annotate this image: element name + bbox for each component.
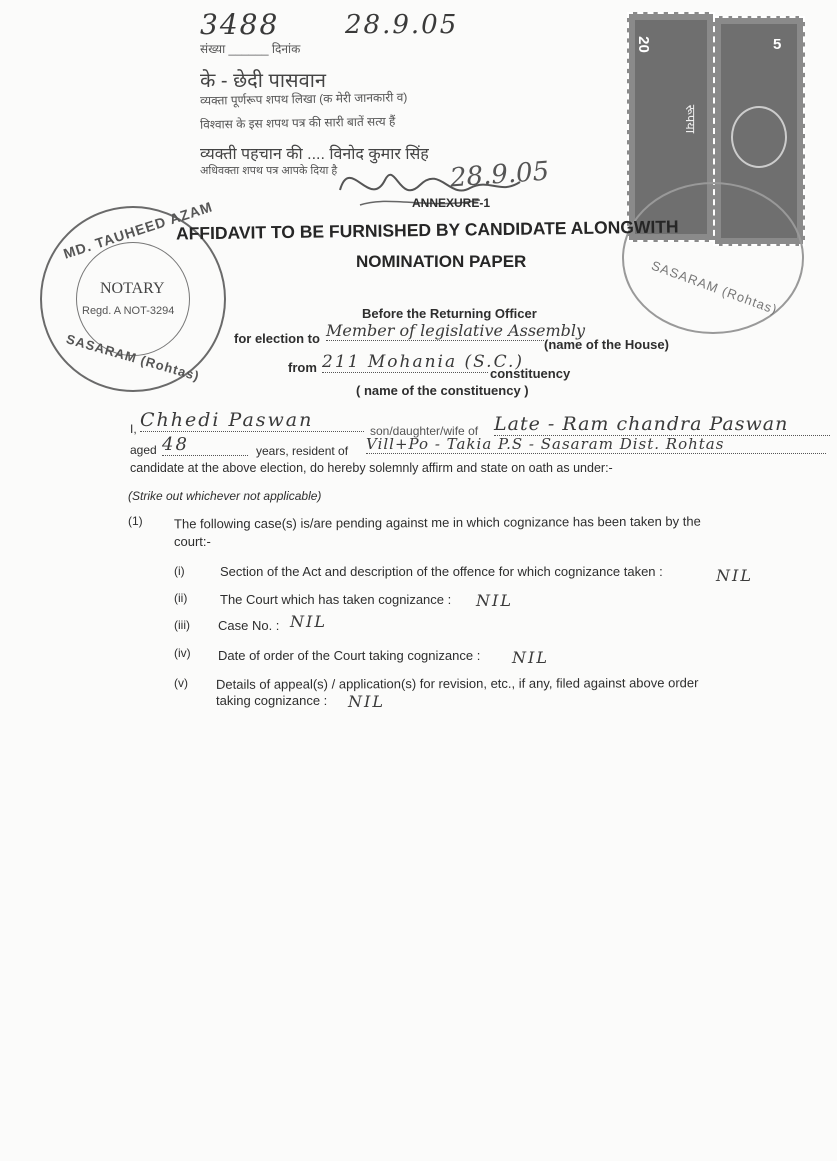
constituency-value: 211 Mohania (S.C.)	[322, 352, 525, 372]
election-to-label: for election to	[234, 331, 320, 346]
sub-item-number: (iv)	[174, 646, 191, 660]
second-seal-text: SASARAM (Rohtas)	[649, 257, 780, 318]
sub-item-text: Case No. :	[218, 618, 280, 633]
hindi-line-6: अधिवक्ता शपथ पत्र आपके दिया है	[200, 165, 338, 177]
relation-label: son/daughter/wife of	[370, 424, 479, 438]
sub-item-value: NIL	[476, 591, 513, 610]
constituency-label: constituency	[490, 366, 571, 381]
affidavit-title-line2: NOMINATION PAPER	[356, 252, 527, 271]
notary-seal-reg: Regd. A NOT-3294	[82, 305, 175, 317]
constituency-note: ( name of the constituency )	[356, 383, 529, 398]
notary-seal-center: NOTARY	[100, 280, 165, 297]
years-label: years, resident of	[256, 444, 349, 458]
resident-value: Vill+Po - Takia P.S - Sasaram Dist. Rohtas	[366, 435, 826, 454]
annexure-label: ANNEXURE-1	[412, 196, 491, 210]
sub-item-value: NIL	[512, 648, 549, 667]
item-1-text-a: The following case(s) is/are pending against me in which cognizance has been taken by the	[173, 513, 701, 532]
sub-item-text: The Court which has taken cognizance :	[220, 592, 452, 607]
oath-line: candidate at the above election, do hereby solemnly affirm and state on oath as under:-	[130, 461, 613, 475]
signature-date: 28.9.05	[449, 156, 551, 194]
serial-date: 28.9.05	[345, 10, 459, 40]
strike-note: (Strike out whichever not applicable)	[128, 489, 322, 503]
election-to-value: Member of legislative Assembly	[326, 321, 586, 340]
hindi-line-2: के - छेदी पासवान	[200, 70, 326, 92]
revenue-stamp-1-value: 20	[634, 36, 652, 53]
sub-item-number: (ii)	[174, 591, 188, 605]
notary-seal-top-text: MD. TAUHEED AZAM	[61, 198, 215, 262]
serial-number: 3488	[200, 8, 280, 41]
sub-item-number: (i)	[174, 564, 185, 578]
revenue-stamp-2-value: 5	[773, 36, 782, 53]
sub-item-text-a: Details of appeal(s) / application(s) for revision, etc., if any, filed against above order	[215, 675, 699, 692]
hindi-line-4: विश्वास के इस शपथ पत्र की सारी बातें सत्य हैं	[199, 114, 396, 132]
relation-value: Late - Ram chandra Paswan	[494, 413, 830, 436]
age-value: 48	[162, 434, 248, 456]
hindi-line-5: व्यक्ती पहचान की .... विनोद कुमार सिंह	[200, 146, 429, 163]
i-label: I,	[130, 422, 137, 436]
aged-label: aged	[130, 443, 157, 457]
sub-item-text: Section of the Act and description of the offence for which cognizance taken :	[220, 564, 663, 579]
sub-item-value: NIL	[716, 566, 753, 585]
item-1-text-b: court:-	[174, 534, 211, 549]
item-1-number: (1)	[128, 514, 143, 528]
candidate-name: Chhedi Paswan	[140, 409, 364, 432]
affidavit-title-line1: AFFIDAVIT TO BE FURNISHED BY CANDIDATE ALONGWITH	[175, 216, 679, 244]
revenue-stamp-1-label: रूपया	[683, 104, 699, 134]
sub-item-value: NIL	[290, 612, 327, 631]
from-label: from	[288, 360, 317, 375]
revenue-stamp-2-emblem	[731, 106, 787, 168]
notary-seal-bottom-text: SASARAM (Rohtas)	[64, 331, 202, 384]
sub-item-number: (v)	[174, 676, 188, 690]
sub-item-text: Date of order of the Court taking cognizance :	[218, 648, 481, 663]
second-seal	[622, 182, 804, 334]
sub-item-value: NIL	[348, 692, 385, 711]
returning-officer-heading: Before the Returning Officer	[362, 306, 537, 321]
sub-item-number: (iii)	[174, 618, 190, 632]
hindi-line-1: संख्या ______ दिनांक	[200, 42, 301, 56]
house-label: (name of the House)	[544, 337, 669, 352]
hindi-line-3: व्यक्ता पूर्णरूप शपथ लिखा (क मेरी जानकारी व)	[199, 90, 408, 108]
sub-item-text-b: taking cognizance :	[216, 693, 328, 708]
